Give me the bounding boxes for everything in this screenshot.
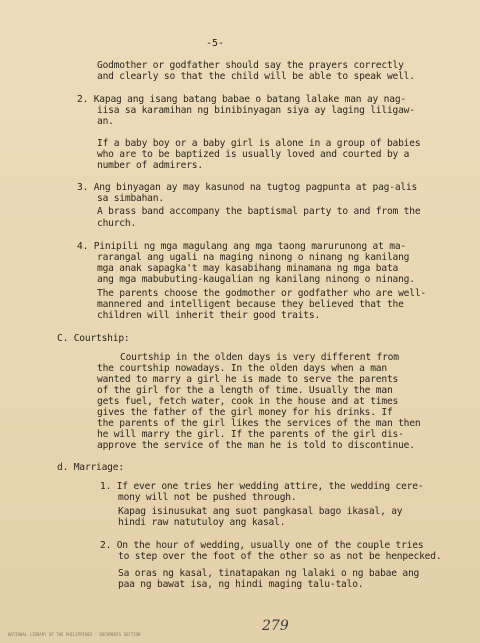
text-line: gives the father of the girl money for his drinks. If [97,407,393,418]
text-line: number of admirers. [97,160,203,171]
handwritten-page-number: 279 [262,618,289,634]
text-line: and clearly so that the child will be able to speak well. [97,71,415,82]
text-line: the courtship nowadays. In the olden days when a man [97,363,387,374]
text-line: C. Courtship: [57,333,130,344]
text-line: approve the service of the man he is told to discontinue. [97,440,415,451]
text-line: iisa sa karamihan ng binibinyagan siya ay laging liligaw- [97,105,415,116]
text-line: children will inherit their good traits. [97,310,321,321]
text-line: sa simbahan. [97,193,164,204]
text-line: Sa oras ng kasal, tinatapakan ng lalaki o ng babae ang [118,568,420,579]
text-line: the parents of the girl likes the services of the man then [97,418,421,429]
text-line: If a baby boy or a baby girl is alone in a group of babies [97,138,421,149]
text-line: mannered and intelligent because they believed that the [97,299,404,310]
text-line: ang mga mabubuting-kaugalian ng kanilang ninong o ninang. [97,274,415,285]
text-line: who are to be baptized is usually loved and courted by a [97,149,410,160]
text-line: church. [97,218,137,229]
text-line: 3. Ang binyagan ay may kasunod na tugtog pagpunta at pag-alis [77,182,418,193]
text-line: wanted to marry a girl he is made to serve the parents [97,374,399,385]
text-line: mony will not be pushed through. [118,492,297,503]
text-line: Courtship in the olden days is very different from [120,352,399,363]
text-line: d. Marriage: [57,462,124,473]
page-number: -5- [206,38,225,49]
text-line: gets fuel, fetch water, cook in the house and at times [97,396,399,407]
text-line: rarangal ang ugali na maging ninong o ninang ng kanilang [97,252,410,263]
text-line: hindi raw natutuloy ang kasal. [118,517,286,528]
text-line: A brass band accompany the baptismal party to and from the [97,206,421,217]
text-line: 4. Pinipili ng mga magulang ang mga taong marurunong at ma- [77,241,406,252]
text-line: 2. Kapag ang isang batang babae o batang lalake man ay nag- [77,94,406,105]
text-line: Kapag isinusukat ang suot pangkasal bago ikasal, ay [118,506,403,517]
text-line: The parents choose the godmother or godfather who are well- [97,288,426,299]
text-line: 1. If ever one tries her wedding attire, the wedding cere- [100,481,424,492]
text-line: 2. On the hour of wedding, usually one of the couple tries [100,540,424,551]
text-line: he will marry the girl. If the parents of the girl dis- [97,429,404,440]
text-line: an. [97,116,114,127]
text-line: Godmother or godfather should say the prayers correctly [97,60,404,71]
text-line: paa ng bawat isa, ng hindi maging talu-talo. [118,579,364,590]
text-line: mga anak sapagka't may kasabihang minamana ng mga bata [97,263,399,274]
archive-footer-note: NATIONAL LIBRARY OF THE PHILIPPINES · DOCUMENTS SECTION [8,632,141,637]
text-line: to step over the foot of the other so as not be henpecked. [118,551,442,562]
text-line: of the girl for the a length of time. Usually the man [97,385,393,396]
